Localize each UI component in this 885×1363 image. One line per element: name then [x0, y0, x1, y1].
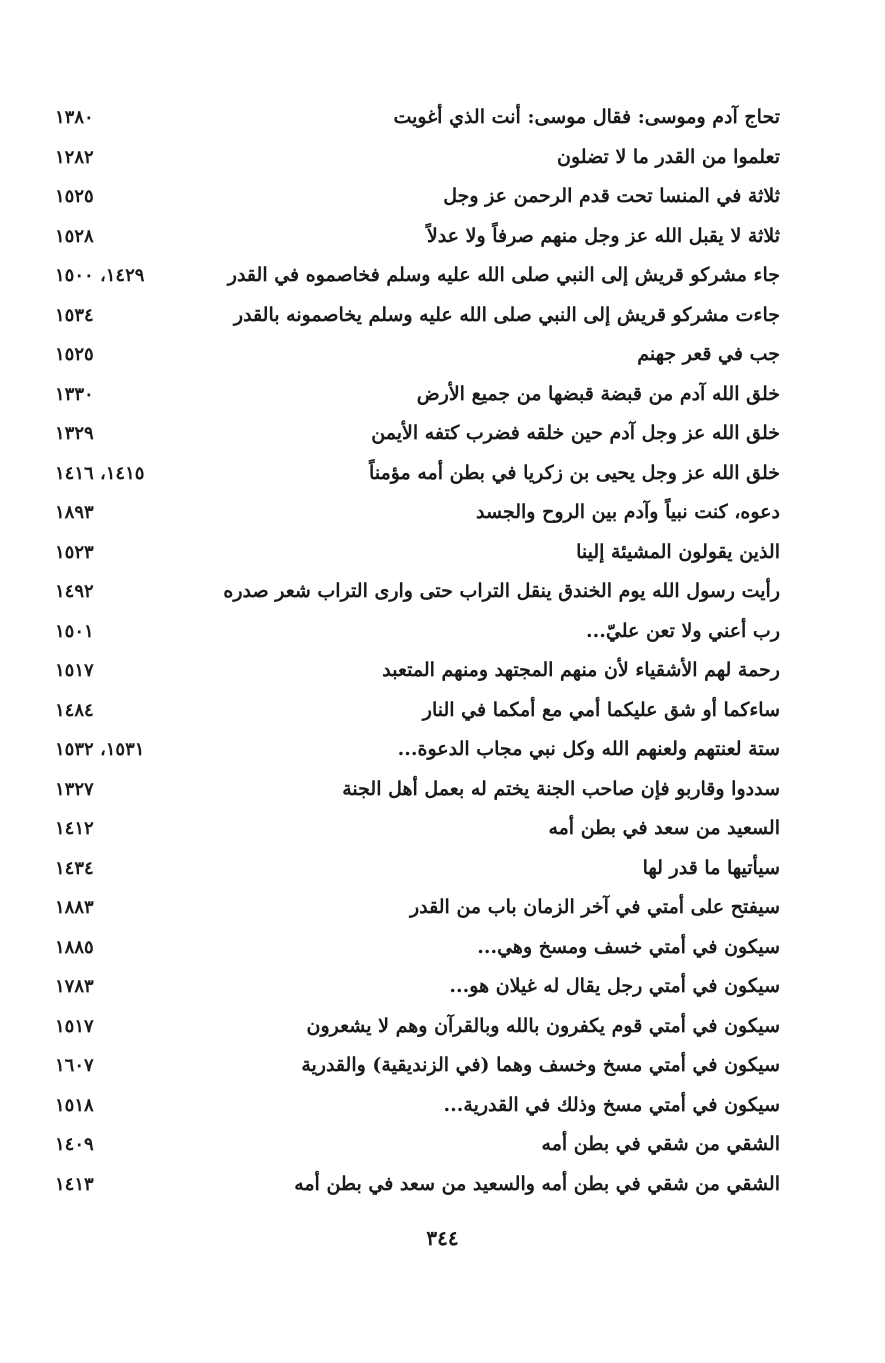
entry-text: دعوه، كنت نبياً وآدم بين الروح والجسد — [476, 501, 780, 523]
entry-text: جاء مشركو قريش إلى النبي صلى الله عليه وسلم فخاصموه في القدر — [227, 264, 780, 286]
entry-text: ثلاثة لا يقبل الله عز وجل منهم صرفاً ولا عدلاً — [426, 224, 780, 247]
entry-reference-number: ١٤١٥، ١٤١٦ — [55, 462, 145, 484]
entry-reference-number: ١٥٢٨ — [55, 225, 94, 247]
index-entry — [55, 1046, 780, 1086]
entry-reference-number: ١٤٣٤ — [55, 857, 94, 879]
entry-text: تعلموا من القدر ما لا تضلون — [557, 145, 780, 168]
entry-reference-number: ١٤٨٤ — [55, 699, 94, 721]
entry-reference-number: ١٨٩٣ — [55, 502, 94, 523]
entry-reference-number: ١٥٢٣ — [55, 541, 94, 563]
entry-reference-number: ١٤٠٩ — [55, 1134, 94, 1155]
entry-text: سيكون في أمتي مسخ وذلك في القدرية... — [443, 1093, 780, 1116]
entry-reference-number: ١٤٩٢ — [55, 581, 94, 602]
index-entry — [55, 256, 780, 296]
entry-reference-number: ١٣٣٠ — [55, 383, 94, 405]
entry-reference-number: ١٣٢٩ — [55, 423, 94, 444]
entry-reference-number: ١٤٢٩، ١٥٠٠ — [55, 265, 145, 286]
entry-reference-number: ١٣٨٠ — [55, 107, 94, 128]
entry-reference-number: ١٥٣٤ — [55, 304, 94, 326]
entry-text: سيكون في أمتي مسخ وخسف وهما (في الزنديقية) والقدرية — [301, 1054, 780, 1076]
entry-text: سيأتيها ما قدر لها — [642, 856, 780, 879]
entry-text: الشقي من شقي في بطن أمه والسعيد من سعد في بطن أمه — [294, 1172, 780, 1195]
entry-text: خلق الله آدم من قبضة قبضها من جميع الأرض — [416, 382, 780, 405]
entry-reference-number: ١٤١٣ — [55, 1173, 94, 1195]
entry-reference-number: ١٧٨٣ — [55, 976, 94, 997]
index-entry — [55, 138, 780, 178]
entry-reference-number: ١٥١٧ — [55, 660, 94, 681]
entry-text: سددوا وقاربو فإن صاحب الجنة يختم له بعمل أهل الجنة — [342, 777, 780, 800]
index-entry — [55, 651, 780, 691]
entry-text: سيكون في أمتي خسف ومسخ وهي... — [477, 935, 780, 958]
entry-text: السعيد من سعد في بطن أمه — [548, 817, 780, 839]
entry-text: الذين يقولون المشيئة إلينا — [576, 540, 780, 563]
entry-reference-number: ١٨٨٣ — [55, 897, 94, 918]
entry-text: ساءكما أو شق عليكما أمي مع أمكما في النار — [422, 698, 780, 721]
entry-reference-number: ١٢٨٢ — [55, 146, 94, 168]
index-entry — [55, 1125, 780, 1165]
index-entry — [55, 572, 780, 612]
entry-reference-number: ١٥٢٥ — [55, 186, 94, 207]
index-entry — [55, 335, 780, 375]
entry-reference-number: ١٥٣١، ١٥٣٢ — [55, 739, 145, 760]
entry-text: سيفتح على أمتي في آخر الزمان باب من القدر — [410, 896, 780, 918]
index-entry — [55, 967, 780, 1007]
index-entry — [55, 691, 780, 731]
index-entry — [55, 375, 780, 415]
index-entry — [55, 730, 780, 770]
index-entry — [55, 493, 780, 533]
index-entry — [55, 809, 780, 849]
entry-text: سيكون في أمتي رجل يقال له غيلان هو... — [449, 975, 780, 997]
page-number: ٣٤٤ — [426, 1226, 459, 1250]
entry-text: تحاج آدم وموسى: فقال موسى: أنت الذي أغويت — [393, 106, 780, 128]
entry-reference-number: ١٣٢٧ — [55, 778, 94, 800]
entry-text: ستة لعنتهم ولعنهم الله وكل نبي مجاب الدعوة... — [397, 738, 780, 760]
entry-reference-number: ١٦٠٧ — [55, 1055, 94, 1076]
entry-reference-number: ١٨٨٥ — [55, 936, 94, 958]
entry-reference-number: ١٥١٨ — [55, 1094, 94, 1116]
entry-text: رب أعني ولا تعن عليّ... — [586, 619, 780, 642]
entry-reference-number: ١٥١٧ — [55, 1015, 94, 1037]
entry-text: خلق الله عز وجل آدم حين خلقه فضرب كتفه الأيمن — [371, 422, 780, 444]
index-entry — [55, 1086, 780, 1126]
index-entry — [55, 888, 780, 928]
entry-text: ثلاثة في المنسا تحت قدم الرحمن عز وجل — [443, 185, 780, 207]
entry-text: الشقي من شقي في بطن أمه — [541, 1133, 780, 1155]
index-entry — [55, 98, 780, 138]
entry-text: رحمة لهم الأشقياء لأن منهم المجتهد ومنهم المتعبد — [382, 659, 780, 681]
index-entry — [55, 928, 780, 968]
entry-text: رأيت رسول الله يوم الخندق ينقل التراب حتى وارى التراب شعر صدره — [223, 580, 780, 602]
entry-text: سيكون في أمتي قوم يكفرون بالله وبالقرآن وهم لا يشعرون — [306, 1014, 780, 1037]
index-entry — [55, 454, 780, 494]
index-entry — [55, 414, 780, 454]
index-entry — [55, 533, 780, 573]
index-entry — [55, 1165, 780, 1205]
entry-text: خلق الله عز وجل يحيى بن زكريا في بطن أمه مؤمناً — [369, 461, 780, 484]
index-entry — [55, 217, 780, 257]
entry-reference-number: ١٤١٢ — [55, 818, 94, 839]
index-entry — [55, 1007, 780, 1047]
hadith-index-list — [55, 98, 780, 1204]
index-entry — [55, 770, 780, 810]
entry-text: جاءت مشركو قريش إلى النبي صلى الله عليه وسلم يخاصمونه بالقدر — [233, 303, 780, 326]
index-entry — [55, 177, 780, 217]
index-entry — [55, 849, 780, 889]
entry-reference-number: ١٥٠١ — [55, 620, 94, 642]
entry-text: جب في قعر جهنم — [637, 343, 780, 365]
index-entry — [55, 612, 780, 652]
entry-reference-number: ١٥٢٥ — [55, 344, 94, 365]
index-entry — [55, 296, 780, 336]
